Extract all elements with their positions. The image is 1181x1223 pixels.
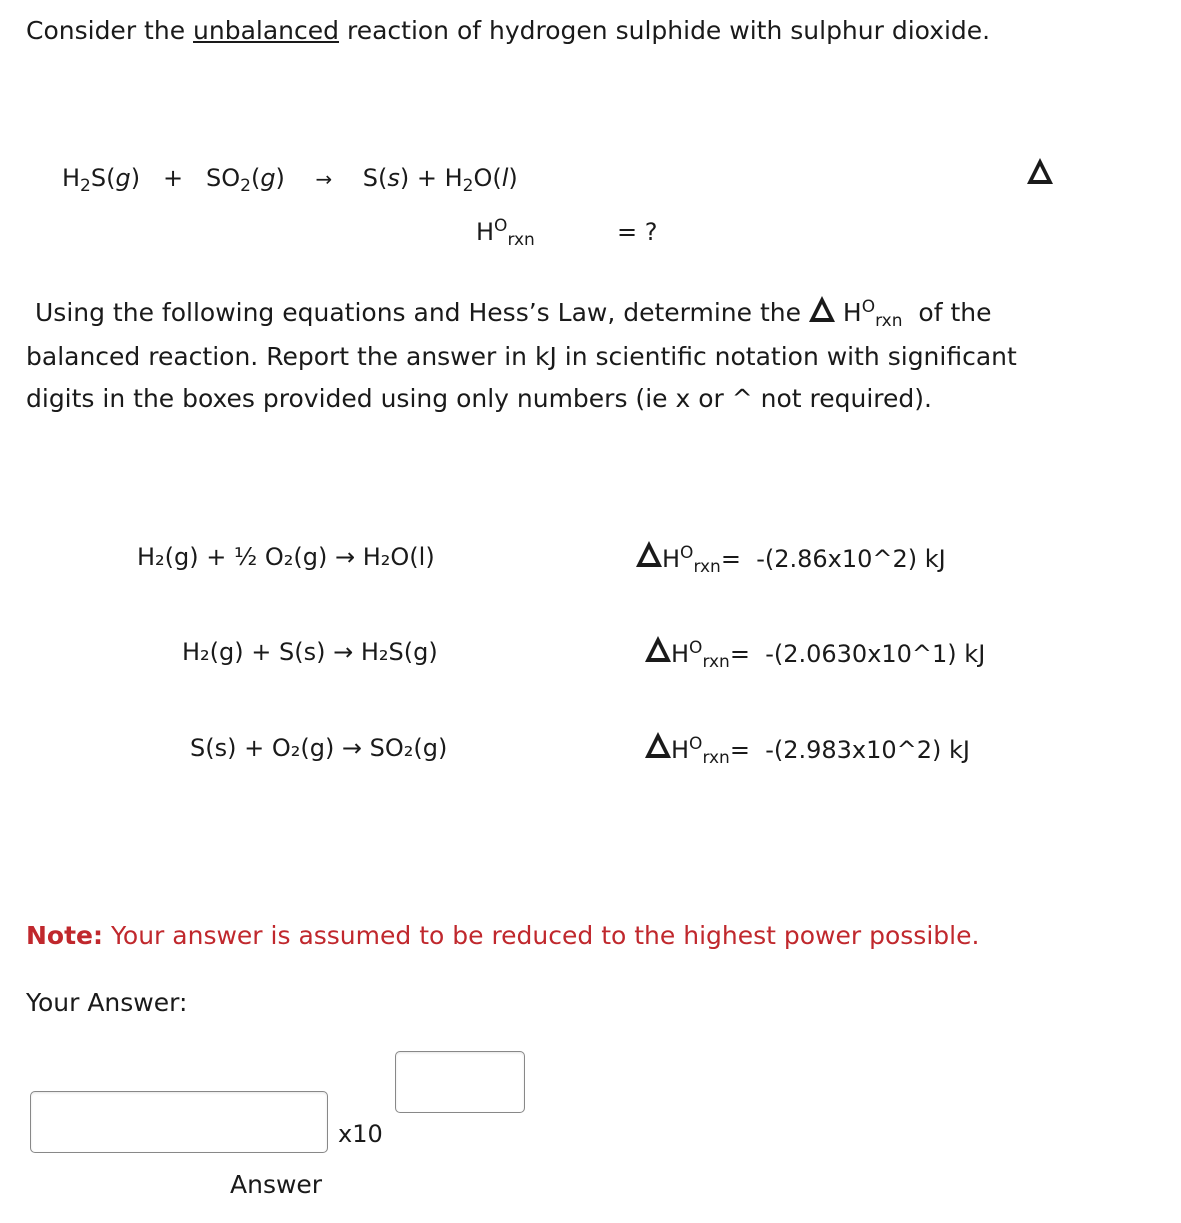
note-text: Note: Your answer is assumed to be reduced to the highest power possible. [26,921,980,950]
coefficient-input[interactable] [30,1091,328,1153]
equation-1: H₂(g) + ½ O₂(g) → H₂O(l) [137,543,435,571]
answer-caption: Answer [230,1170,323,1199]
delta-icon [809,296,835,322]
main-reaction: $H_2S(g)$ + $SO_2(g)$ → $S(s) + H_2O(l)$ [62,164,518,196]
enthalpy-value-3: -(2.983x10^2) kJ [765,736,971,764]
enthalpy-unknown: = ? [617,218,658,246]
enthalpy-symbol: $H^O_{rxn}$ [476,216,535,250]
delta-icon [636,541,662,567]
intro-text: Consider the unbalanced reaction of hydrogen sulphide with sulphur dioxide. [26,16,991,45]
enthalpy-value-2: -(2.0630x10^1) kJ [765,640,986,668]
enthalpy-value-1: -(2.86x10^2) kJ [756,545,946,573]
reaction-arrow: → [315,167,333,191]
equation-2: H₂(g) + S(s) → H₂S(g) [182,638,438,666]
equation-3: S(s) + O₂(g) → SO₂(g) [190,734,448,762]
enthalpy-3: $H^O_{rxn}=$ -(2.983x10^2) kJ [645,732,970,768]
delta-icon [645,636,671,662]
enthalpy-2: $H^O_{rxn}=$ -(2.0630x10^1) kJ [645,636,985,672]
delta-icon [1027,158,1053,188]
instructions-line1: Using the following equations and Hess’s Law, determine the $H^O_{rxn}$ of the [35,297,992,331]
x10-label: x10 [338,1120,383,1148]
instructions-line2: balanced reaction. Report the answer in kJ in scientific notation with significant [26,342,1017,371]
enthalpy-1: $H^O_{rxn}=$ -(2.86x10^2) kJ [636,541,946,577]
exponent-input[interactable] [395,1051,525,1113]
delta-icon [645,732,671,758]
intro-underlined: unbalanced [193,16,340,45]
your-answer-label: Your Answer: [26,988,188,1017]
instructions-line3: digits in the boxes provided using only numbers (ie x or ^ not required). [26,384,932,413]
